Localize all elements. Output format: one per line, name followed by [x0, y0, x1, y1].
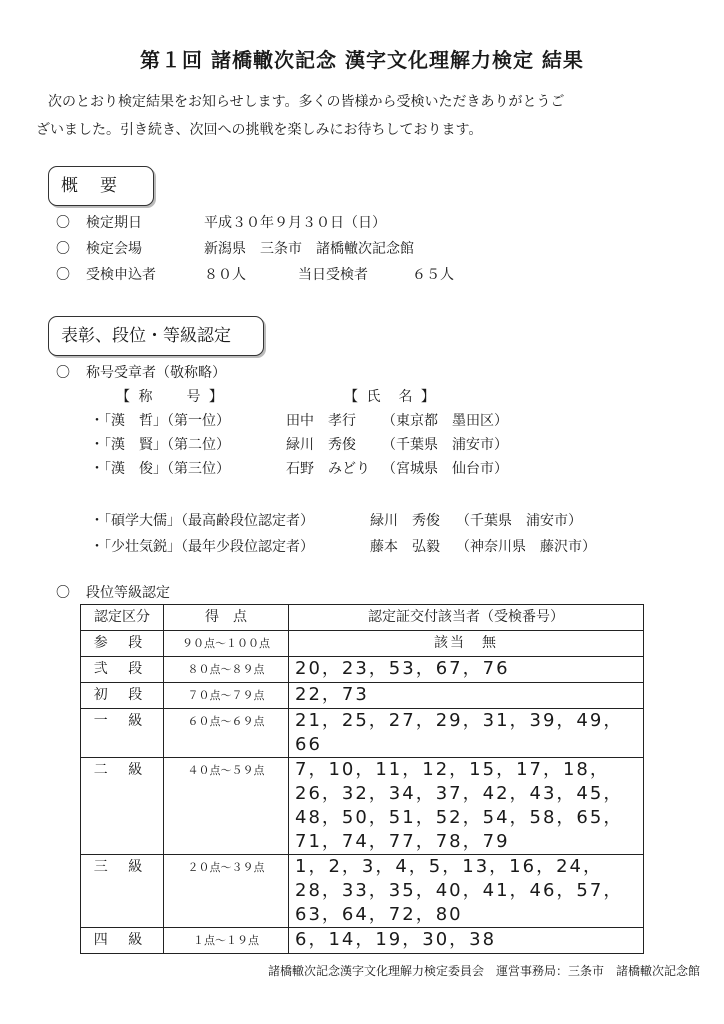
award-title: ・「漢 賢」（第二位）: [90, 437, 230, 453]
award-place: （東京都 墨田区）: [382, 413, 508, 429]
overview-label: 検定期日: [86, 215, 142, 231]
overview-value: ８０人: [204, 267, 246, 283]
grade-name: 参 段: [81, 631, 164, 657]
grade-recipients: 6，14，19，30，38: [289, 928, 644, 954]
award-place: （千葉県 浦安市）: [382, 437, 508, 453]
grades-table: [80, 604, 644, 954]
special-award-row: [90, 510, 582, 530]
table-row: [81, 683, 644, 709]
grade-recipients: 20，23，53，67，76: [289, 657, 644, 683]
overview-label: 受検申込者: [86, 267, 156, 283]
awards-header-name: 【 氏 名 】: [344, 389, 437, 405]
section-heading-awards: 表彰、段位・等級認定: [48, 316, 264, 356]
overview-value-2: ６５人: [412, 267, 454, 283]
overview-label-2: 当日受検者: [298, 267, 368, 283]
table-header-row: [81, 605, 644, 631]
special-award-place: （神奈川県 藤沢市）: [456, 539, 596, 555]
footer-organizer: 諸橋轍次記念漢字文化理解力検定委員会 運営事務局：三条市 諸橋轍次記念館: [267, 964, 700, 978]
award-name: 田中 孝行: [286, 413, 356, 429]
grade-score: ４０点〜５９点: [164, 758, 289, 855]
table-row: [81, 928, 644, 954]
overview-value: 平成３０年９月３０日（日）: [204, 215, 386, 231]
overview-label: 検定会場: [86, 241, 142, 257]
grade-recipients: 22，73: [289, 683, 644, 709]
award-name: 石野 みどり: [286, 461, 370, 477]
grade-score: ６０点〜６９点: [164, 709, 289, 758]
award-name: 緑川 秀俊: [286, 437, 356, 453]
overview-value: 新潟県 三条市 諸橋轍次記念館: [204, 241, 414, 257]
col-header-recipients: 認定証交付該当者（受検番号）: [289, 605, 644, 631]
grade-recipients: 21，25，27，29，31，39，49，66: [289, 709, 644, 758]
special-award-title: ・「碩学大儒」（最高齢段位認定者）: [90, 513, 314, 529]
grade-name: 初 段: [81, 683, 164, 709]
circle-bullet: 〇: [56, 215, 70, 231]
page-title: 第１回 諸橋轍次記念 漢字文化理解力検定 結果: [140, 48, 584, 72]
circle-bullet: 〇: [56, 267, 70, 283]
award-title: ・「漢 俊」（第三位）: [90, 461, 230, 477]
intro-line-1: 次のとおり検定結果をお知らせします。多くの皆様から受検いただきありがとうご: [48, 94, 565, 110]
table-row: [81, 709, 644, 758]
awards-header-title: 【 称 号 】: [116, 389, 225, 405]
col-header-score: 得 点: [164, 605, 289, 631]
special-award-title: ・「少壮気鋭」（最年少段位認定者）: [90, 539, 314, 555]
intro-text: [36, 88, 696, 144]
table-row: [81, 855, 644, 928]
special-award-place: （千葉県 浦安市）: [456, 513, 582, 529]
table-row: [81, 657, 644, 683]
special-award-name: 緑川 秀俊: [370, 513, 440, 529]
grade-name: 二 級: [81, 758, 164, 855]
special-award-name: 藤本 弘毅: [370, 539, 440, 555]
grade-score: ９０点〜１００点: [164, 631, 289, 657]
award-title: ・「漢 哲」（第一位）: [90, 413, 230, 429]
grade-name: 弐 段: [81, 657, 164, 683]
award-row: [90, 458, 508, 478]
grade-score: ７０点〜７９点: [164, 683, 289, 709]
grade-name: 三 級: [81, 855, 164, 928]
grade-recipients: 該当 無: [289, 631, 644, 657]
award-place: （宮城県 仙台市）: [382, 461, 508, 477]
table-row: [81, 758, 644, 855]
award-row: [90, 434, 508, 454]
table-row: [81, 631, 644, 657]
grade-name: 一 級: [81, 709, 164, 758]
section-heading-overview: 概要: [48, 166, 154, 206]
grade-score: １点〜１９点: [164, 928, 289, 954]
special-award-row: [90, 536, 596, 556]
intro-line-2: ざいました。引き続き、次回への挑戦を楽しみにお待ちしております。: [36, 122, 483, 138]
grade-score: ２０点〜３９点: [164, 855, 289, 928]
col-header-category: 認定区分: [81, 605, 164, 631]
awards-title: 称号受章者（敬称略）: [86, 365, 226, 381]
circle-bullet: 〇: [56, 365, 70, 381]
grade-score: ８０点〜８９点: [164, 657, 289, 683]
grades-title: 段位等級認定: [86, 585, 170, 601]
grade-recipients: 1，2，3，4，5，13，16，24，28，33，35，40，41，46，57，63，64，72，80: [289, 855, 644, 928]
grade-name: 四 級: [81, 928, 164, 954]
circle-bullet: 〇: [56, 241, 70, 257]
circle-bullet: 〇: [56, 585, 70, 601]
award-row: [90, 410, 508, 430]
grade-recipients: 7，10，11，12，15，17，18，26，32，34，37，42，43，45，48，50，51，52，54，58，65，71，74，77，78，79: [289, 758, 644, 855]
